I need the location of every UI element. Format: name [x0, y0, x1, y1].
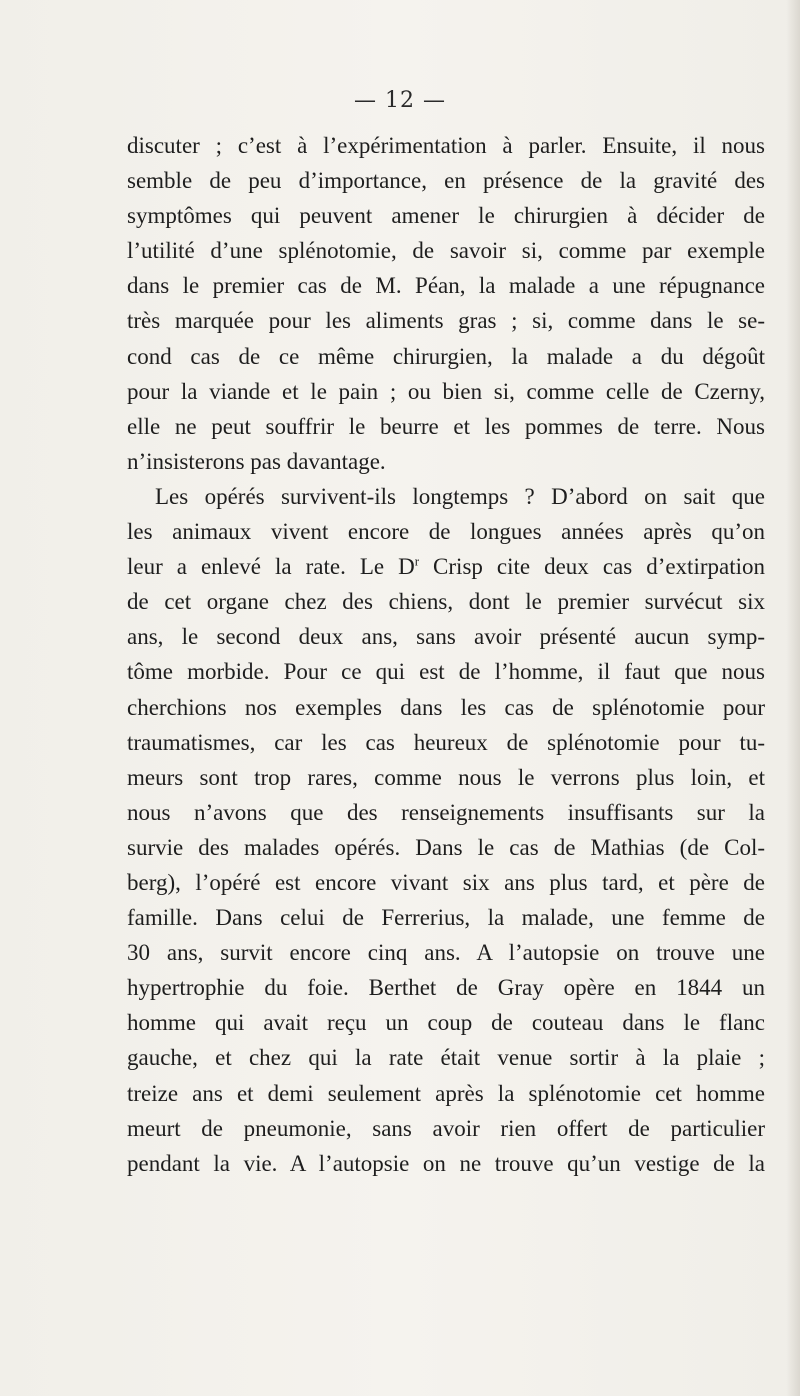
text-line: pour la viande et le pain ; ou bien si, comme celle de Czerny,: [127, 378, 765, 404]
text-line: cond cas de ce même chirurgien, la malade a du dégoût: [127, 343, 765, 369]
text-line-with-superscript: [127, 549, 765, 584]
text-line: berg), l’opéré est encore vivant six ans plus tard, et père de: [127, 869, 765, 895]
text-segment: Crisp cite deux cas d’extirpation: [419, 554, 765, 580]
text-line: hypertrophie du foie. Berthet de Gray opère en 1844 un: [127, 975, 765, 1001]
body-text: [127, 128, 765, 1181]
text-line: survie des malades opérés. Dans le cas de Mathias (de Col-: [127, 834, 765, 860]
text-line: cherchions nos exemples dans les cas de splénotomie pour: [127, 694, 765, 720]
text-line: famille. Dans celui de Ferrerius, la malade, une femme de: [127, 905, 765, 931]
page-edge-shadow: [786, 0, 800, 1396]
text-line: très marquée pour les aliments gras ; si, comme dans le se-: [127, 308, 765, 334]
text-line: les animaux vivent encore de longues années après qu’on: [127, 519, 765, 545]
text-line: nous n’avons que des renseignements insuffisants sur la: [127, 799, 765, 825]
text-line: semble de peu d’importance, en présence de la gravité des: [127, 168, 765, 194]
text-segment: leur a enlevé la rate. Le D: [127, 554, 415, 580]
text-line: l’utilité d’une splénotomie, de savoir si, comme par exemple: [127, 238, 765, 264]
text-line: treize ans et demi seulement après la splénotomie cet homme: [127, 1080, 765, 1106]
superscript: r: [414, 553, 420, 569]
text-line: discuter ; c’est à l’expérimentation à parler. Ensuite, il nous: [127, 133, 765, 158]
text-line: pendant la vie. A l’autopsie on ne trouve qu’un vestige de la: [127, 1150, 765, 1176]
page-number: — 12 —: [354, 88, 446, 113]
text-line: elle ne peut souffrir le beurre et les pommes de terre. Nous: [127, 413, 765, 439]
text-line: Les opérés survivent-ils longtemps ? D’abord on sait que: [155, 483, 765, 509]
text-line: 30 ans, survit encore cinq ans. A l’autopsie on trouve une: [127, 940, 765, 966]
text-line: tôme morbide. Pour ce qui est de l’homme, il faut que nous: [127, 659, 765, 685]
text-line: n’insisterons pas davantage.: [127, 448, 386, 474]
text-line: meurt de pneumonie, sans avoir rien offert de particulier: [127, 1115, 765, 1141]
text-line: homme qui avait reçu un coup de couteau dans le flanc: [127, 1010, 765, 1036]
text-line: ans, le second deux ans, sans avoir présenté aucun symp-: [127, 624, 765, 650]
text-line: meurs sont trop rares, comme nous le verrons plus loin, et: [127, 764, 765, 790]
text-line: de cet organe chez des chiens, dont le premier survécut six: [127, 589, 765, 615]
text-line: gauche, et chez qui la rate était venue sortir à la plaie ;: [127, 1045, 765, 1071]
text-line: dans le premier cas de M. Péan, la malade a une répugnance: [127, 273, 765, 299]
text-line: symptômes qui peuvent amener le chirurgien à décider de: [127, 203, 765, 229]
text-line: traumatismes, car les cas heureux de splénotomie pour tu-: [127, 729, 765, 755]
